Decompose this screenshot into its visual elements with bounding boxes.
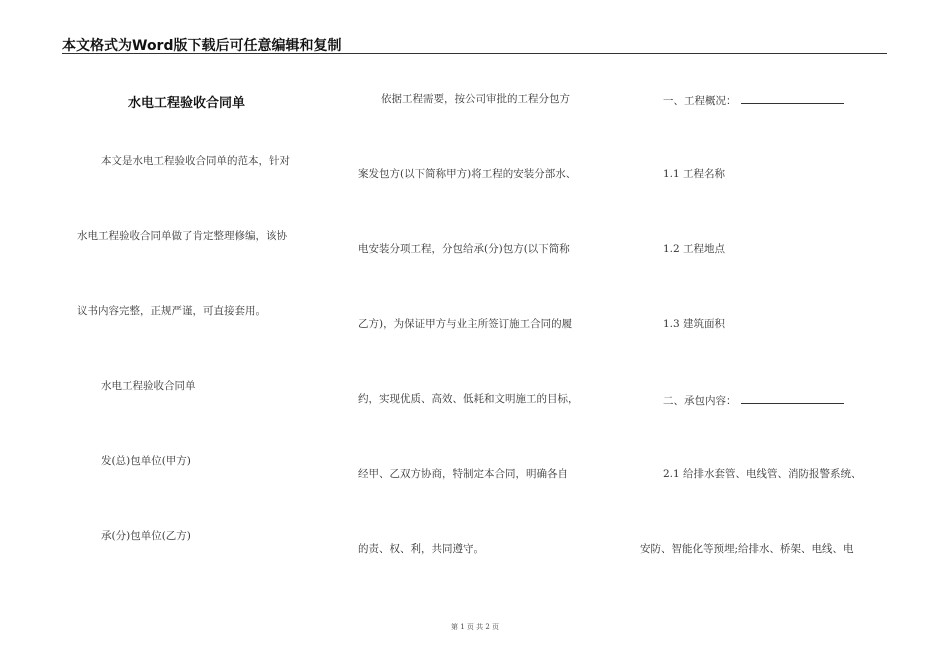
col3-line-1 — [663, 92, 844, 108]
col1-line-6: 承(分)包单位(乙方) — [101, 530, 191, 542]
col2-line-6: 经甲、乙双方协商，特制定本合同，明确各自 — [358, 468, 568, 480]
page-number: 第 1 页 共 2 页 — [450, 623, 500, 631]
col2-line-3: 电安装分项工程，分包给承(分)包方(以下简称 — [358, 243, 570, 255]
col3-line-5 — [663, 392, 844, 408]
document-title: 水电工程验收合同单 — [128, 96, 246, 111]
col3-line-4: 1.3 建筑面积 — [663, 318, 726, 330]
col2-line-4: 乙方)，为保证甲方与业主所签订施工合同的履 — [358, 318, 573, 330]
col3-line-6: 2.1 给排水套管、电线管、消防报警系统、 — [663, 468, 862, 480]
header-text: 本文格式为Word版下载后可任意编辑和复制 — [62, 38, 342, 54]
col2-line-2: 案发包方(以下简称甲方)将工程的安装分部水、 — [358, 168, 577, 180]
col1-line-1: 本文是水电工程验收合同单的范本，针对 — [101, 155, 290, 167]
col2-line-1: 依据工程需要，按公司审批的工程分包方 — [381, 93, 570, 105]
col1-line-5: 发(总)包单位(甲方) — [101, 455, 191, 467]
col3-line-7: 安防、智能化等预埋;给排水、桥架、电线、电 — [640, 543, 854, 555]
col3-line-2: 1.1 工程名称 — [663, 168, 726, 180]
col1-line-4: 水电工程验收合同单 — [101, 380, 196, 392]
col2-line-7: 的责、权、利，共同遵守。 — [358, 543, 484, 555]
col1-line-2: 水电工程验收合同单做了肯定整理修编，该协 — [77, 230, 287, 242]
section-heading-scope: 二、承包内容： — [663, 395, 737, 407]
section-heading-overview: 一、工程概况： — [663, 95, 737, 107]
page-header — [62, 35, 887, 54]
col2-line-5: 约，实现优质、高效、低耗和文明施工的目标， — [358, 393, 579, 405]
col3-line-3: 1.2 工程地点 — [663, 243, 726, 255]
col1-line-3: 议书内容完整，正规严谨，可直接套用。 — [77, 305, 266, 317]
fill-blank-line — [741, 92, 844, 104]
fill-blank-line — [741, 392, 844, 404]
